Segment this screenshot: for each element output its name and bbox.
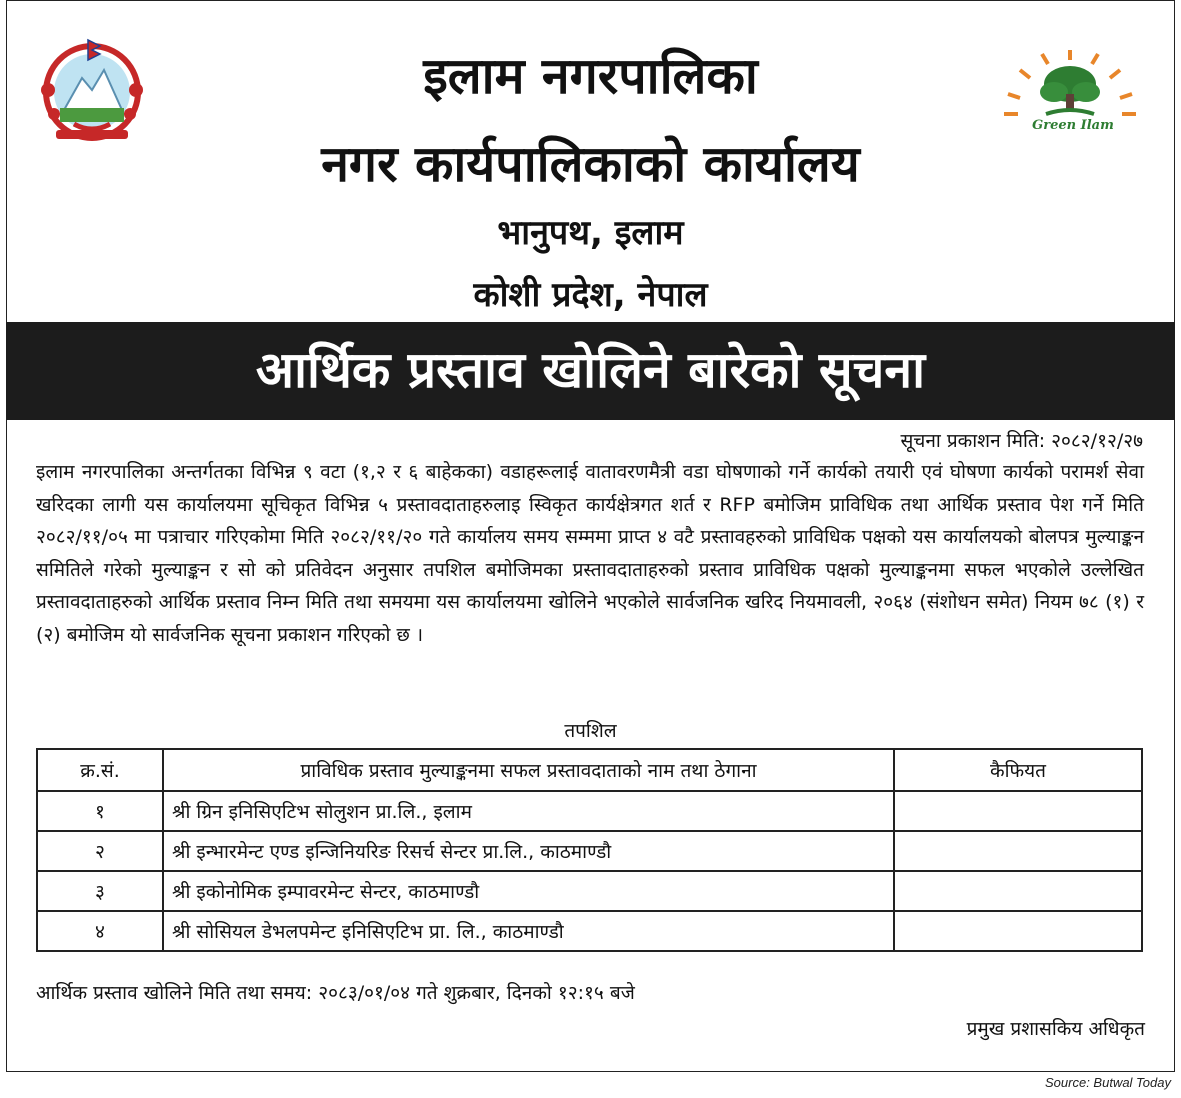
row-remark	[894, 911, 1142, 951]
notice-body: इलाम नगरपालिका अन्तर्गतका विभिन्न ९ वटा (१,२ र ६ बाहेकका) वडाहरूलाई वातावरणमैत्री वडा घोषणाको गर्ने कार्यको तयारी एवं घोषणा कार्यको परामर्श सेवा खरिदका लागी यस कार्यालयमा सूचिकृत विभिन्न ५ प्रस्तावदाताहरुलाइ स्विकृत कार्यक्षेत्रगत शर्त र RFP बमोजिम प्राविधिक तथा आर्थिक प्रस्ताव पेश गर्ने मिति २०८२/११/०५ मा पत्राचार गरिएकोमा मिति २०८२/११/२० गते कार्यालय समय सम्ममा प्राप्त ४ वटै प्रस्तावहरुको प्राविधिक पक्षको यस कार्यालयको बोलपत्र मुल्याङ्कन समितिले गरेको मुल्याङ्कन र सो को प्रतिवेदन अनुसार तपशिल बमोजिमका प्रस्तावदाताहरुको प्रस्ताव प्राविधिक पक्षको मुल्याङ्कनमा सफल भएकोले उल्लेखित प्रस्तावदाताहरुको आर्थिक प्रस्ताव निम्न मिति तथा समयमा यस कार्यालयमा खोलिने भएकोले सार्वजनिक खरिद नियमावली, २०६४ (संशोधन समेत) नियम ७८ (१) र (२) बमोजिम यो सार्वजनिक सूचना प्रकाशन गरिएको छ ।	[36, 461, 1144, 646]
office-address: भानुपथ, इलाम	[497, 213, 684, 253]
source-credit: Source: Butwal Today	[1045, 1075, 1171, 1090]
row-remark	[894, 871, 1142, 911]
row-remark	[894, 791, 1142, 831]
table-row	[37, 791, 1142, 831]
title-banner	[6, 322, 1175, 420]
notice-header	[0, 0, 1181, 322]
row-serial: २	[37, 831, 163, 871]
row-name: श्री इन्भारमेन्ट एण्ड इन्जिनियरिङ रिसर्च सेन्टर प्रा.लि., काठमाण्डौ	[163, 831, 894, 871]
table-row	[37, 831, 1142, 871]
signatory-title: प्रमुख प्रशासकिय अधिकृत	[966, 1018, 1145, 1040]
row-serial: ३	[37, 871, 163, 911]
publish-date: सूचना प्रकाशन मिति: २०८२/१२/२७	[900, 430, 1143, 452]
row-serial: ४	[37, 911, 163, 951]
office-subtitle: नगर कार्यपालिकाको कार्यालय	[321, 135, 860, 193]
green-ilam-label: Green Ilam	[1032, 118, 1114, 133]
office-name: इलाम नगरपालिका	[423, 47, 758, 105]
row-name: श्री इकोनोमिक इम्पावरमेन्ट सेन्टर, काठमाण्डौ	[163, 871, 894, 911]
row-name: श्री ग्रिन इनिसिएटिभ सोलुशन प्रा.लि., इलाम	[163, 791, 894, 831]
office-province: कोशी प्रदेश, नेपाल	[473, 275, 708, 315]
table-row	[37, 911, 1142, 951]
row-serial: १	[37, 791, 163, 831]
row-remark	[894, 831, 1142, 871]
table-row	[37, 871, 1142, 911]
notice-title: आर्थिक प्रस्ताव खोलिने बारेको सूचना	[255, 341, 926, 399]
bidder-table	[36, 748, 1143, 952]
header-remarks: कैफियत	[894, 749, 1142, 791]
table-caption: तपशिल	[564, 720, 617, 742]
row-name: श्री सोसियल डेभलपमेन्ट इनिसिएटिभ प्रा. लि., काठमाण्डौ	[163, 911, 894, 951]
header-name-address: प्राविधिक प्रस्ताव मुल्याङ्कनमा सफल प्रस्तावदाताको नाम तथा ठेगाना	[163, 749, 894, 791]
header-serial: क्र.सं.	[37, 749, 163, 791]
table-header-row	[37, 749, 1142, 791]
opening-datetime: आर्थिक प्रस्ताव खोलिने मिति तथा समय: २०८३/०१/०४ गते शुक्रबार, दिनको १२:१५ बजे	[36, 982, 635, 1004]
